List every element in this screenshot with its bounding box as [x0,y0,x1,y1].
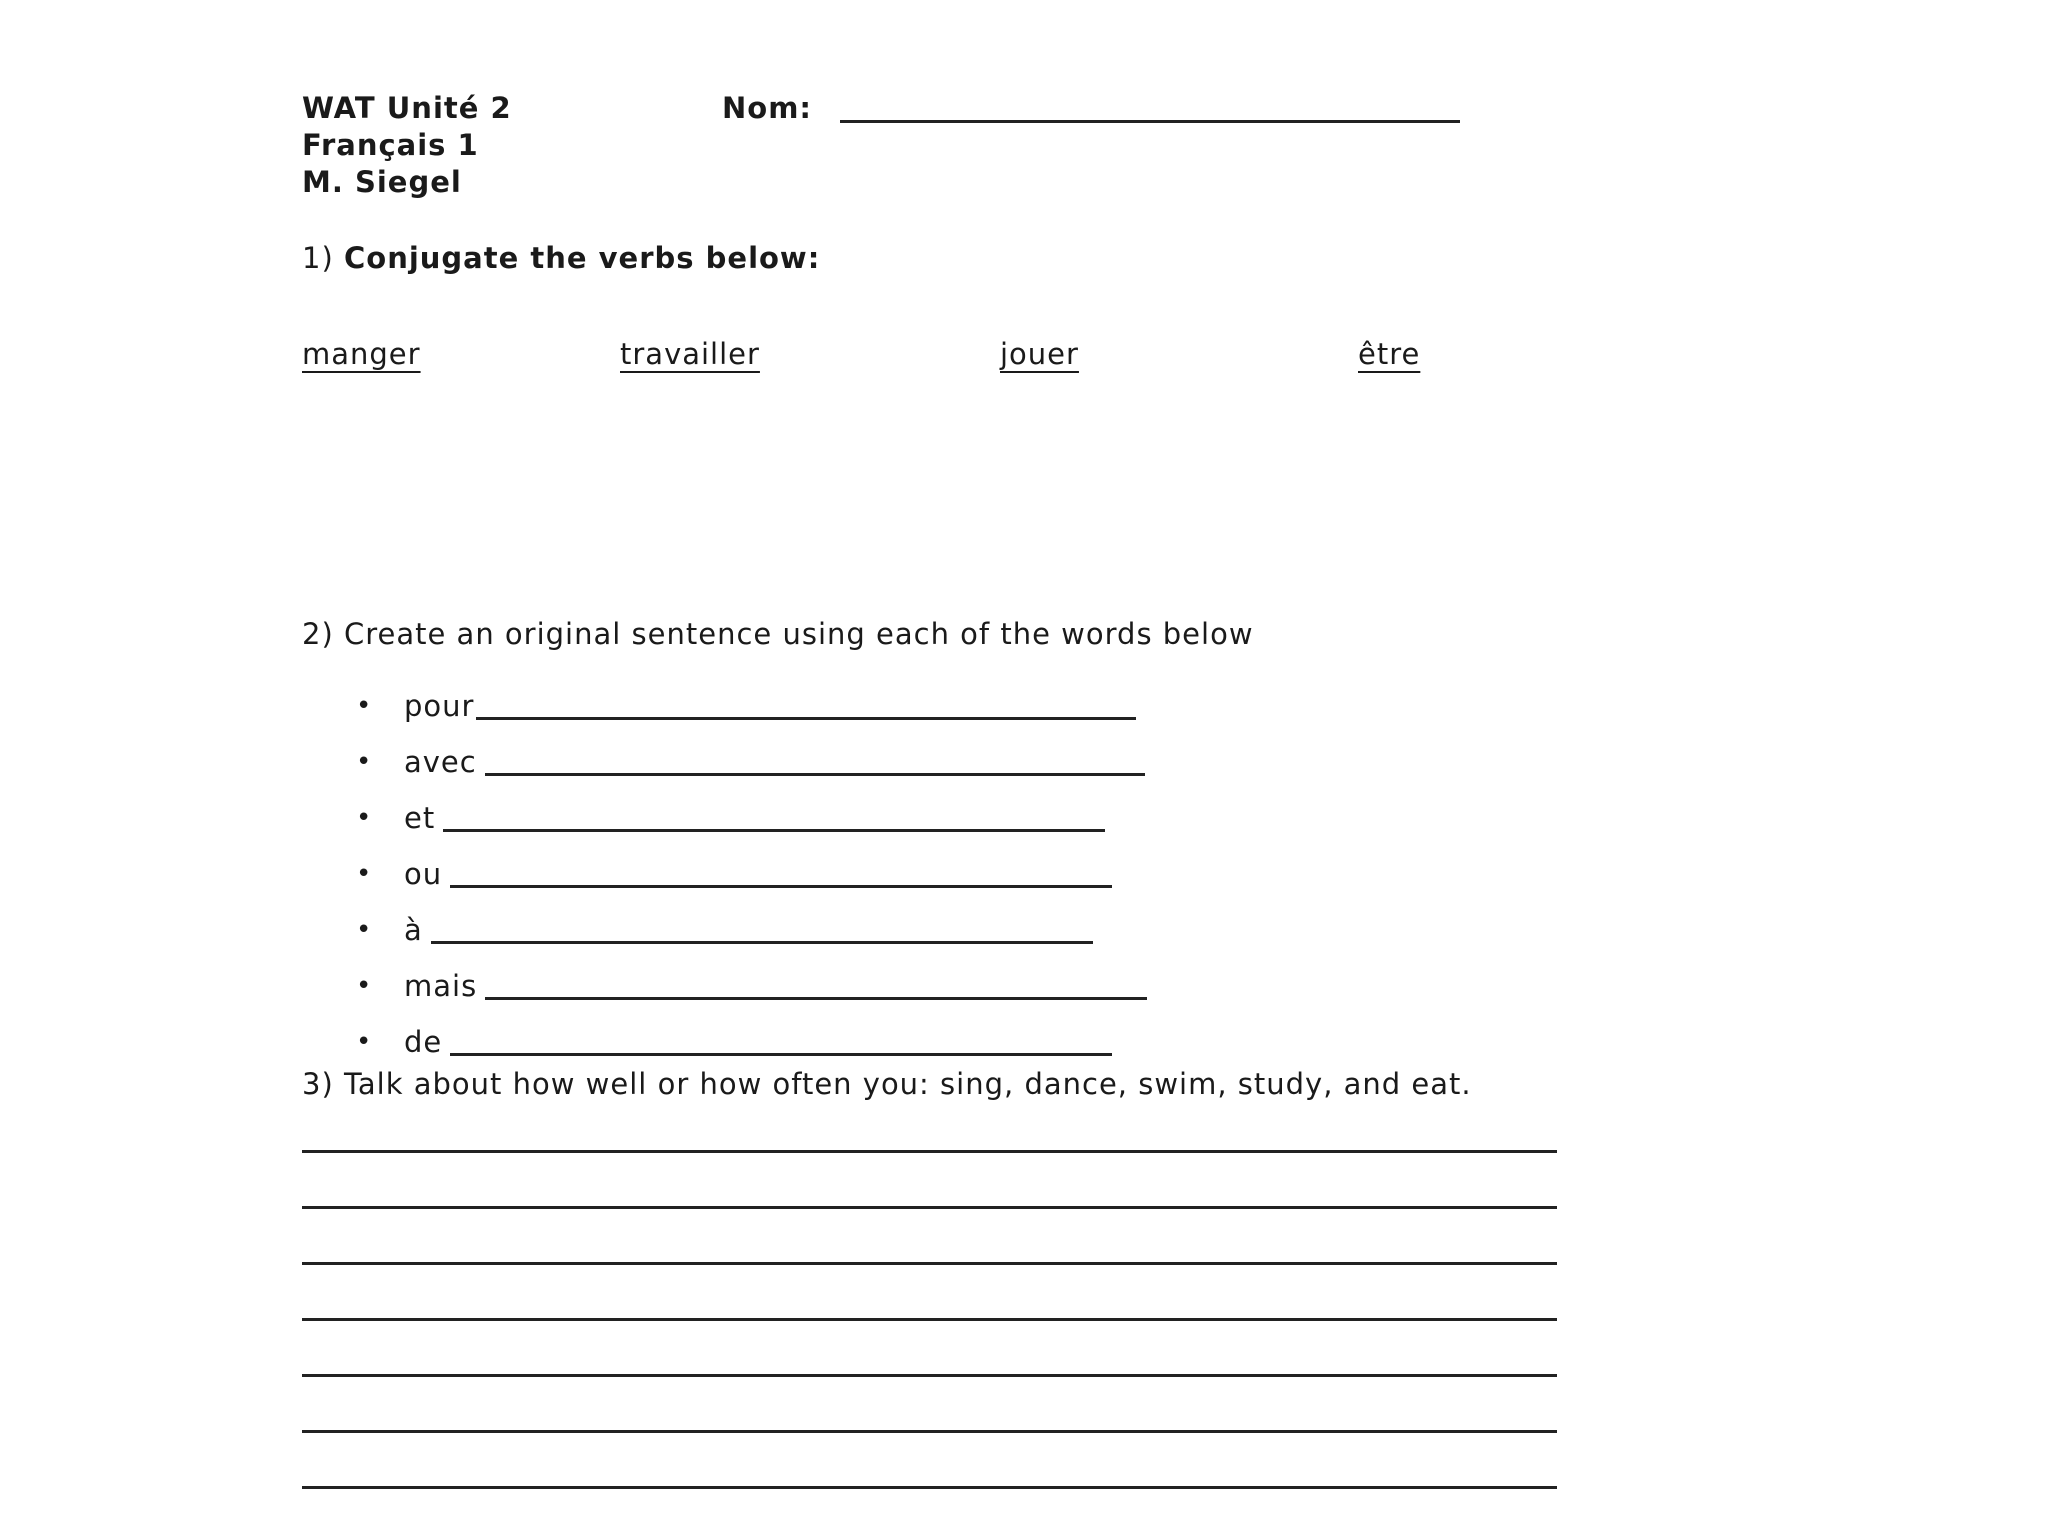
bullet-icon: • [356,971,372,1001]
question-1-number: 1) [302,241,334,275]
word-label: à [404,913,423,947]
list-item [352,948,1147,1004]
bullet-icon: • [356,803,372,833]
answer-line[interactable] [302,1318,1557,1321]
bullet-icon: • [356,859,372,889]
answer-line[interactable] [302,1430,1557,1433]
question-1-text: Conjugate the verbs below: [343,241,821,275]
answer-line[interactable] [302,1374,1557,1377]
answer-line[interactable] [302,1262,1557,1265]
answer-line[interactable] [302,1486,1557,1489]
answer-line[interactable] [443,829,1105,832]
word-label: ou [404,857,443,891]
list-item [352,836,1147,892]
name-field-line[interactable] [840,120,1460,123]
answer-line[interactable] [431,941,1093,944]
verb-jouer: jouer [1000,337,1079,371]
list-item [352,892,1147,948]
word-label: de [404,1025,443,1059]
answer-line[interactable] [476,717,1136,720]
course-name: Français 1 [302,128,479,162]
question-2-title: 2) Create an original sentence using each of the words below [302,617,1254,651]
list-item [352,780,1147,836]
bullet-icon: • [356,691,372,721]
bullet-icon: • [356,747,372,777]
verb-manger: manger [302,337,421,371]
list-item [352,724,1147,780]
teacher-name: M. Siegel [302,165,462,199]
list-item [352,1004,1147,1060]
list-item [352,668,1147,724]
name-label: Nom: [722,91,813,125]
answer-line[interactable] [485,997,1147,1000]
answer-line[interactable] [302,1206,1557,1209]
bullet-icon: • [356,915,372,945]
answer-line[interactable] [450,885,1112,888]
word-label: et [404,801,436,835]
word-label: mais [404,969,478,1003]
word-list [352,668,1147,1060]
answer-line[interactable] [485,773,1145,776]
verb-etre: être [1358,337,1421,371]
word-label: pour [404,689,475,723]
answer-line[interactable] [450,1053,1112,1056]
bullet-icon: • [356,1027,372,1057]
question-1-title [302,240,820,276]
verb-travailler: travailler [620,337,760,371]
word-label: avec [404,745,477,779]
worksheet-title: WAT Unité 2 [302,91,512,125]
question-3-title: 3) Talk about how well or how often you: sing, dance, swim, study, and eat. [302,1067,1472,1101]
answer-line[interactable] [302,1150,1557,1153]
